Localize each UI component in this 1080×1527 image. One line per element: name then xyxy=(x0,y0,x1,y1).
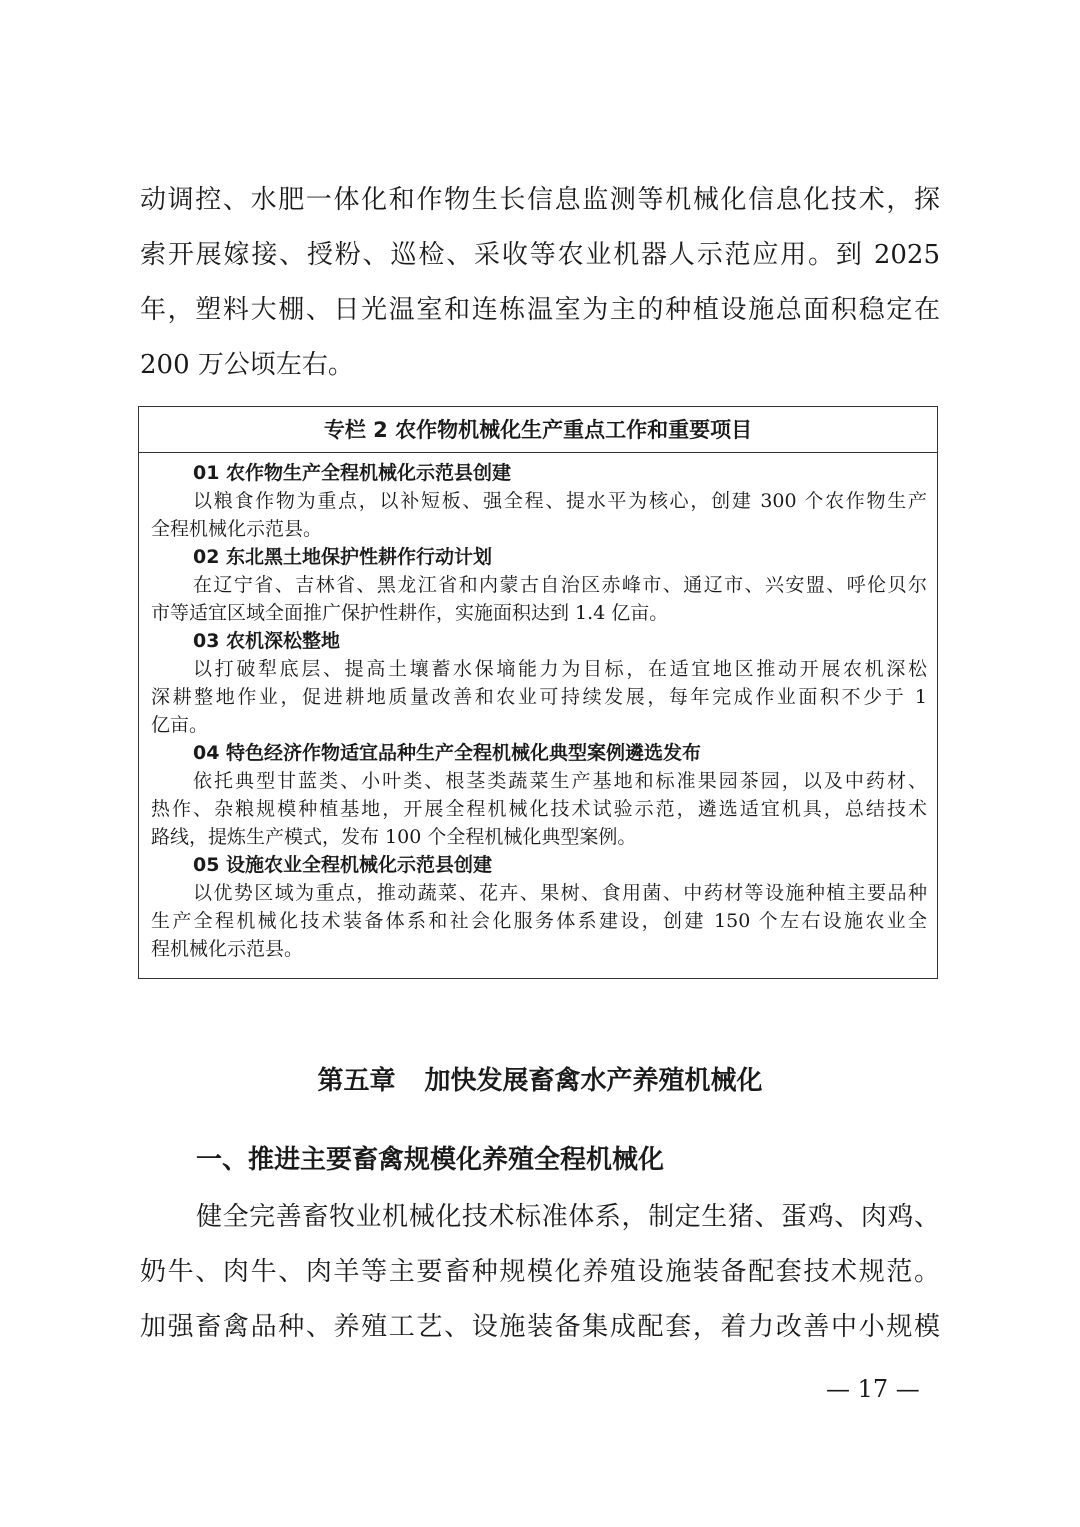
chapter-title: 第五章 加快发展畜禽水产养殖机械化 xyxy=(317,1066,763,1096)
item-text-line: 全程机械化示范县。 xyxy=(151,518,323,540)
intro-line: 索开展嫁接、授粉、巡检、采收等农业机器人示范应用。到 2025 xyxy=(140,240,940,270)
section-title: 一、推进主要畜禽规模化养殖全程机械化 xyxy=(196,1145,665,1175)
intro-line: 200 万公顷左右。 xyxy=(140,350,354,380)
column-box xyxy=(138,406,938,979)
item-text-line: 亿亩。 xyxy=(151,714,209,736)
item-text-line: 路线，提炼生产模式，发布 100 个全程机械化典型案例。 xyxy=(151,826,637,848)
item-text-line: 以打破犁底层、提高土壤蓄水保墒能力为目标，在适宜地区推动开展农机深松 xyxy=(193,658,927,680)
column-box-title: 专栏 2 农作物机械化生产重点工作和重要项目 xyxy=(323,418,753,442)
item-text-line: 深耕整地作业，促进耕地质量改善和农业可持续发展，每年完成作业面积不少于 1 xyxy=(151,686,927,708)
item-heading: 03 农机深松整地 xyxy=(193,630,341,652)
page-number: — 17 — xyxy=(826,1375,920,1403)
item-heading: 04 特色经济作物适宜品种生产全程机械化典型案例遴选发布 xyxy=(193,742,702,764)
body-line: 健全完善畜牧业机械化技术标准体系，制定生猪、蛋鸡、肉鸡、 xyxy=(196,1202,940,1232)
item-text-line: 依托典型甘蓝类、小叶类、根茎类蔬菜生产基地和标准果园茶园，以及中药材、 xyxy=(193,770,927,792)
body-line: 加强畜禽品种、养殖工艺、设施装备集成配套，着力改善中小规模 xyxy=(140,1312,940,1342)
item-text-line: 以优势区域为重点，推动蔬菜、花卉、果树、食用菌、中药材等设施种植主要品种 xyxy=(193,882,927,904)
item-text-line: 市等适宜区域全面推广保护性耕作，实施面积达到 1.4 亿亩。 xyxy=(151,602,669,624)
item-heading: 05 设施农业全程机械化示范县创建 xyxy=(193,854,493,876)
item-heading: 01 农作物生产全程机械化示范县创建 xyxy=(193,462,512,484)
item-text-line: 以粮食作物为重点，以补短板、强全程、提水平为核心，创建 300 个农作物生产 xyxy=(193,490,927,512)
intro-line: 年，塑料大棚、日光温室和连栋温室为主的种植设施总面积稳定在 xyxy=(140,295,940,325)
body-line: 奶牛、肉牛、肉羊等主要畜种规模化养殖设施装备配套技术规范。 xyxy=(140,1257,940,1287)
column-box-header xyxy=(139,407,937,453)
item-text-line: 热作、杂粮规模种植基地，开展全程机械化技术试验示范，遴选适宜机具，总结技术 xyxy=(151,798,927,820)
item-text-line: 在辽宁省、吉林省、黑龙江省和内蒙古自治区赤峰市、通辽市、兴安盟、呼伦贝尔 xyxy=(193,574,927,596)
item-text-line: 生产全程机械化技术装备体系和社会化服务体系建设，创建 150 个左右设施农业全 xyxy=(151,910,927,932)
item-text-line: 程机械化示范县。 xyxy=(151,938,304,960)
item-heading: 02 东北黑土地保护性耕作行动计划 xyxy=(193,546,493,568)
intro-line: 动调控、水肥一体化和作物生长信息监测等机械化信息化技术，探 xyxy=(140,185,940,215)
